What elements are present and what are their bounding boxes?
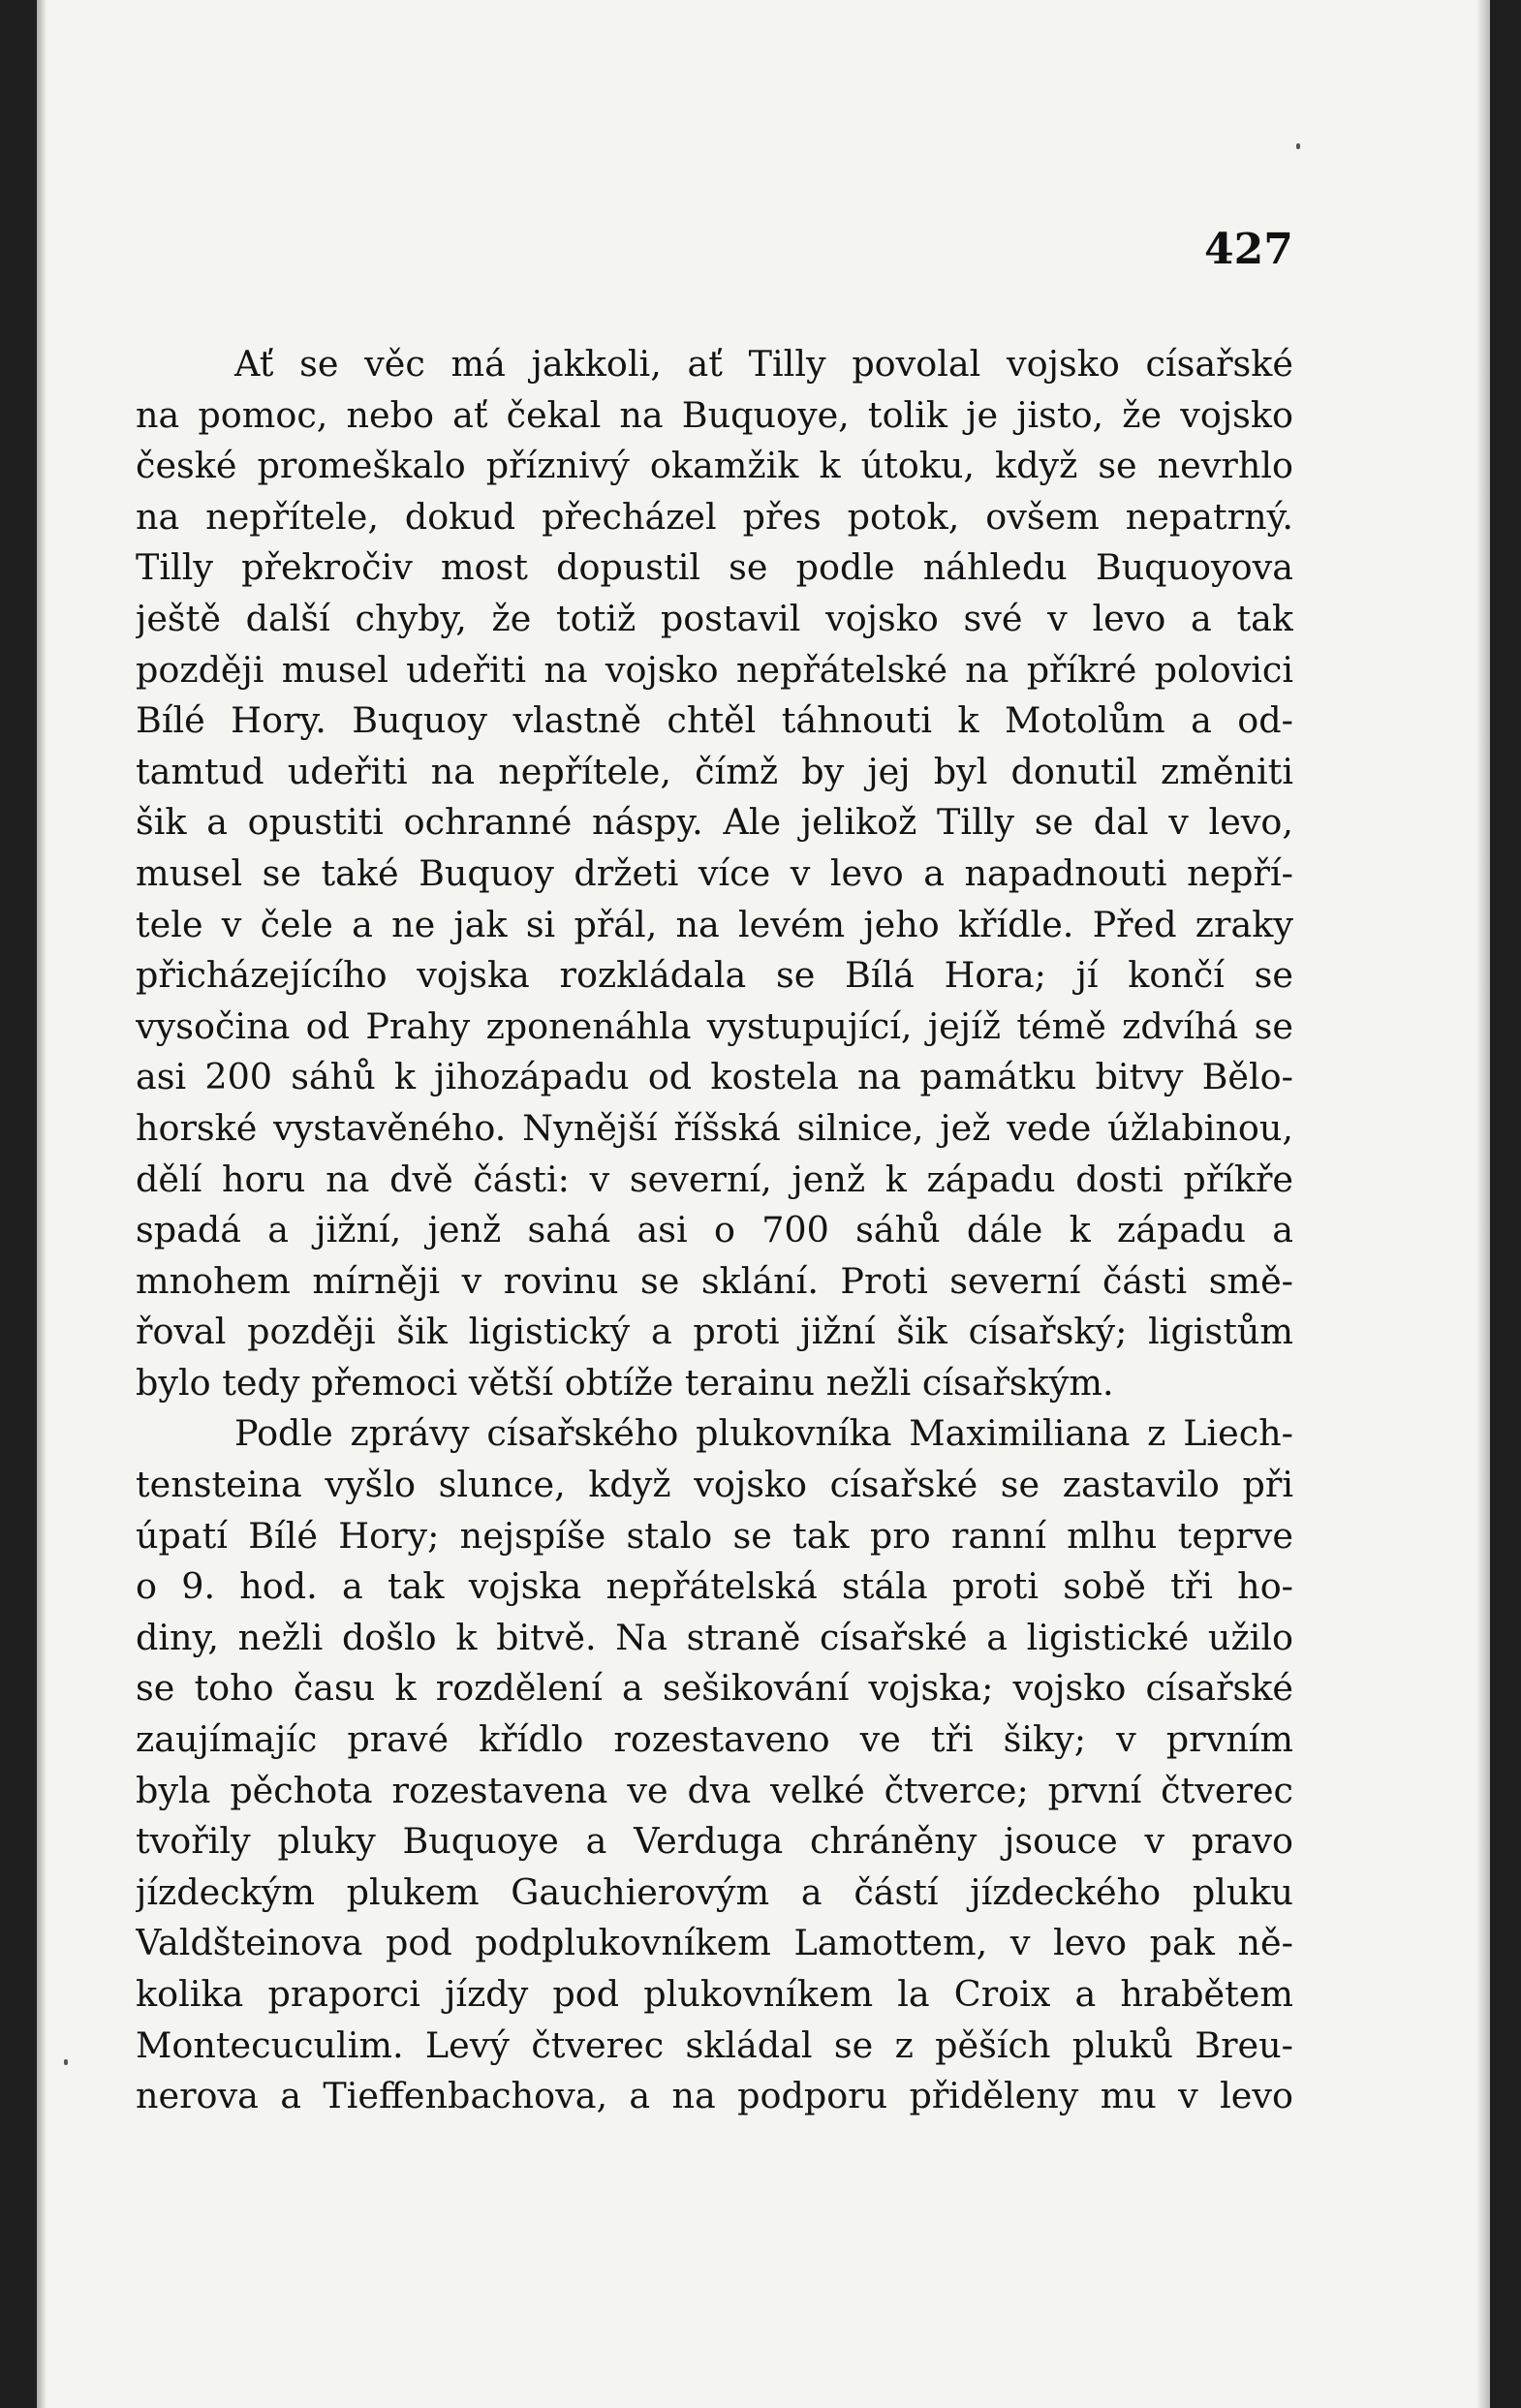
text-line: tvořily pluky Buquoye a Verduga chráněny jsouce v pravo — [136, 1820, 1293, 1863]
text-line: české promeškalo příznivý okamžik k útoku, když se nevrhlo — [136, 445, 1293, 487]
text-line: nerova a Tieffenbachova, a na podporu přiděleny mu v levo — [136, 2075, 1293, 2117]
page-gutter-shadow — [37, 0, 47, 2408]
text-line: bylo tedy přemoci větší obtíže terainu nežli císařským. — [136, 1361, 1114, 1404]
text-line: mnohem mírněji v rovinu se sklání. Proti severní části smě- — [136, 1259, 1293, 1302]
text-line: ještě další chyby, že totiž postavil vojsko své v levo a tak — [136, 597, 1293, 639]
text-line: zaujímajíc pravé křídlo rozestaveno ve tři šiky; v prvním — [136, 1718, 1293, 1761]
text-line: Montecuculim. Levý čtverec skládal se z pěších pluků Breu- — [136, 2023, 1293, 2066]
text-line: Podle zprávy císařského plukovníka Maximiliana z Liech- — [234, 1412, 1293, 1455]
page-number: 427 — [1204, 225, 1293, 274]
text-line: o 9. hod. a tak vojska nepřátelská stála proti sobě tři ho- — [136, 1565, 1293, 1608]
text-line: asi 200 sáhů k jihozápadu od kostela na památku bitvy Bělo- — [136, 1056, 1293, 1098]
body-text — [136, 339, 1293, 2122]
paper-speck — [1296, 143, 1300, 149]
text-line: Valdšteinova pod podplukovníkem Lamottem, v levo pak ně- — [136, 1922, 1293, 1964]
text-line: tele v čele a ne jak si přál, na levém jeho křídle. Před zraky — [136, 903, 1293, 945]
text-line: diny, nežli došlo k bitvě. Na straně císařské a ligistické užilo — [136, 1616, 1293, 1658]
text-line: úpatí Bílé Hory; nejspíše stalo se tak pro ranní mlhu teprve — [136, 1514, 1293, 1557]
text-line: přicházejícího vojska rozkládala se Bílá Hora; jí končí se — [136, 954, 1293, 997]
text-line: řoval později šik ligistický a proti jižní šik císařský; ligistům — [136, 1311, 1293, 1353]
text-line: tamtud udeřiti na nepřítele, čímž by jej byl donutil změniti — [136, 750, 1293, 792]
text-line: Bílé Hory. Buquoy vlastně chtěl táhnouti k Motolům a od- — [136, 699, 1293, 742]
text-line: byla pěchota rozestavena ve dva velké čtverce; první čtverec — [136, 1769, 1293, 1811]
text-line: spadá a jižní, jenž sahá asi o 700 sáhů dále k západu a — [136, 1209, 1293, 1251]
text-line: kolika praporci jízdy pod plukovníkem la Croix a hrabětem — [136, 1973, 1293, 2015]
text-line: musel se také Buquoy držeti více v levo a napadnouti nepří- — [136, 851, 1293, 894]
text-line: později musel udeřiti na vojsko nepřátelské na příkré polovici — [136, 648, 1293, 691]
text-line: šik a opustiti ochranné náspy. Ale jelikož Tilly se dal v levo, — [136, 801, 1293, 844]
text-line: Tilly překročiv most dopustil se podle náhledu Buquoyova — [136, 546, 1293, 589]
text-line: tensteina vyšlo slunce, když vojsko císařské se zastavilo při — [136, 1464, 1293, 1506]
text-line: na pomoc, nebo ať čekal na Buquoye, tolik je jisto, že vojsko — [136, 393, 1293, 436]
text-line: dělí horu na dvě části: v severní, jenž k západu dosti příkře — [136, 1158, 1293, 1200]
text-line: se toho času k rozdělení a sešikování vojska; vojsko císařské — [136, 1667, 1293, 1710]
text-line: horské vystavěného. Nynější říšská silnice, jež vede úžlabinou, — [136, 1106, 1293, 1149]
text-line: Ať se věc má jakkoli, ať Tilly povolal vojsko císařské — [234, 343, 1293, 385]
text-line: jízdeckým plukem Gauchierovým a částí jízdeckého pluku — [136, 1870, 1293, 1913]
paper-speck — [64, 2059, 68, 2065]
text-line: vysočina od Prahy zponenáhla vystupující, jejíž témě zdvíhá se — [136, 1004, 1293, 1047]
page-edge-shadow — [1476, 0, 1490, 2408]
text-line: na nepřítele, dokud přecházel přes potok, ovšem nepatrný. — [136, 495, 1293, 538]
book-page — [37, 0, 1490, 2408]
